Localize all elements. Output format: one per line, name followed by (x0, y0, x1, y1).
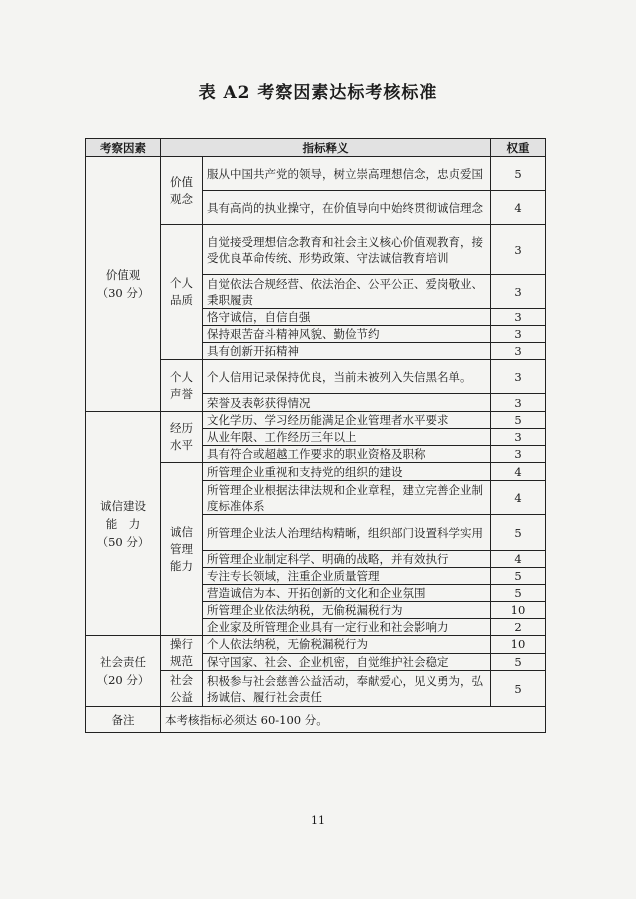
indicator-weight: 3 (491, 275, 546, 309)
indicator-text: 具有符合或超越工作要求的职业资格及职称 (203, 446, 491, 463)
indicator-weight: 3 (491, 309, 546, 326)
header-definition: 指标释义 (161, 139, 491, 157)
header-weight: 权重 (491, 139, 546, 157)
indicator-weight: 2 (491, 619, 546, 636)
remark-row (86, 707, 546, 733)
indicator-text: 所管理企业法人治理结构精晰，组织部门设置科学实用 (203, 515, 491, 551)
indicator-weight: 3 (491, 429, 546, 446)
subcategory-value-concept: 价值 观念 (161, 157, 203, 225)
indicator-weight: 5 (491, 515, 546, 551)
indicator-weight: 3 (491, 360, 546, 394)
indicator-weight: 5 (491, 585, 546, 602)
indicator-text: 个人依法纳税，无偷税漏税行为 (203, 636, 491, 654)
page-number: 11 (311, 814, 325, 827)
indicator-weight: 3 (491, 326, 546, 343)
category-social: 社会责任 （20 分） (86, 636, 161, 707)
indicator-text: 服从中国共产党的领导，树立崇高理想信念，忠贞爱国 (203, 157, 491, 191)
indicator-weight: 3 (491, 446, 546, 463)
category-values: 价值观 （30 分） (86, 157, 161, 412)
indicator-text: 所管理企业制定科学、明确的战略，并有效执行 (203, 551, 491, 568)
indicator-weight: 4 (491, 191, 546, 225)
table-row (86, 412, 546, 429)
indicator-text: 恪守诚信，自信自强 (203, 309, 491, 326)
indicator-text: 自觉接受理想信念教育和社会主义核心价值观教育，接受优良革命传统、形势政策、守法诚信教育培训 (203, 225, 491, 275)
indicator-weight: 3 (491, 343, 546, 360)
indicator-weight: 5 (491, 568, 546, 585)
indicator-weight: 10 (491, 602, 546, 619)
subcategory-public-welfare: 社会 公益 (161, 671, 203, 707)
indicator-weight: 5 (491, 671, 546, 707)
indicator-text: 营造诚信为本、开拓创新的文化和企业氛围 (203, 585, 491, 602)
indicator-text: 保守国家、社会、企业机密，自觉维护社会稳定 (203, 653, 491, 671)
subcategory-integrity-management: 诚信 管理 能力 (161, 463, 203, 636)
subcategory-experience: 经历 水平 (161, 412, 203, 463)
indicator-text: 自觉依法合规经营、依法治企、公平公正、爱岗敬业、秉职履责 (203, 275, 491, 309)
indicator-weight: 3 (491, 225, 546, 275)
indicator-text: 保持艰苦奋斗精神风貌、勤俭节约 (203, 326, 491, 343)
indicator-text: 文化学历、学习经历能满足企业管理者水平要求 (203, 412, 491, 429)
indicator-text: 积极参与社会慈善公益活动，奉献爱心，见义勇为，弘扬诚信、履行社会责任 (203, 671, 491, 707)
header-factor: 考察因素 (86, 139, 161, 157)
subcategory-personal-quality: 个人 品质 (161, 225, 203, 360)
indicator-text: 企业家及所管理企业具有一定行业和社会影响力 (203, 619, 491, 636)
remark-label: 备注 (86, 707, 161, 733)
indicator-text: 具有创新开拓精神 (203, 343, 491, 360)
subcategory-conduct: 操行 规范 (161, 636, 203, 671)
indicator-text: 从业年限、工作经历三年以上 (203, 429, 491, 446)
indicator-text: 所管理企业重视和支持党的组织的建设 (203, 463, 491, 481)
indicator-weight: 4 (491, 481, 546, 515)
indicator-weight: 4 (491, 551, 546, 568)
table-row (86, 157, 546, 191)
indicator-weight: 3 (491, 394, 546, 412)
indicator-weight: 4 (491, 463, 546, 481)
indicator-text: 个人信用记录保持优良，当前未被列入失信黑名单。 (203, 360, 491, 394)
page-title: 表 A2 考察因素达标考核标准 (198, 83, 438, 103)
indicator-text: 所管理企业依法纳税，无偷税漏税行为 (203, 602, 491, 619)
indicator-text: 所管理企业根据法律法规和企业章程，建立完善企业制度标准体系 (203, 481, 491, 515)
subcategory-personal-reputation: 个人 声誉 (161, 360, 203, 412)
indicator-weight: 5 (491, 653, 546, 671)
indicator-weight: 10 (491, 636, 546, 654)
indicator-text: 荣誉及表彰获得情况 (203, 394, 491, 412)
table-header-row (86, 139, 546, 157)
indicator-weight: 5 (491, 412, 546, 429)
remark-text: 本考核指标必须达 60-100 分。 (161, 707, 546, 733)
indicator-weight: 5 (491, 157, 546, 191)
assessment-table (85, 138, 546, 733)
table-row (86, 636, 546, 654)
indicator-text: 具有高尚的执业操守，在价值导向中始终贯彻诚信理念 (203, 191, 491, 225)
indicator-text: 专注专长领域，注重企业质量管理 (203, 568, 491, 585)
category-integrity: 诚信建设 能 力 （50 分） (86, 412, 161, 636)
